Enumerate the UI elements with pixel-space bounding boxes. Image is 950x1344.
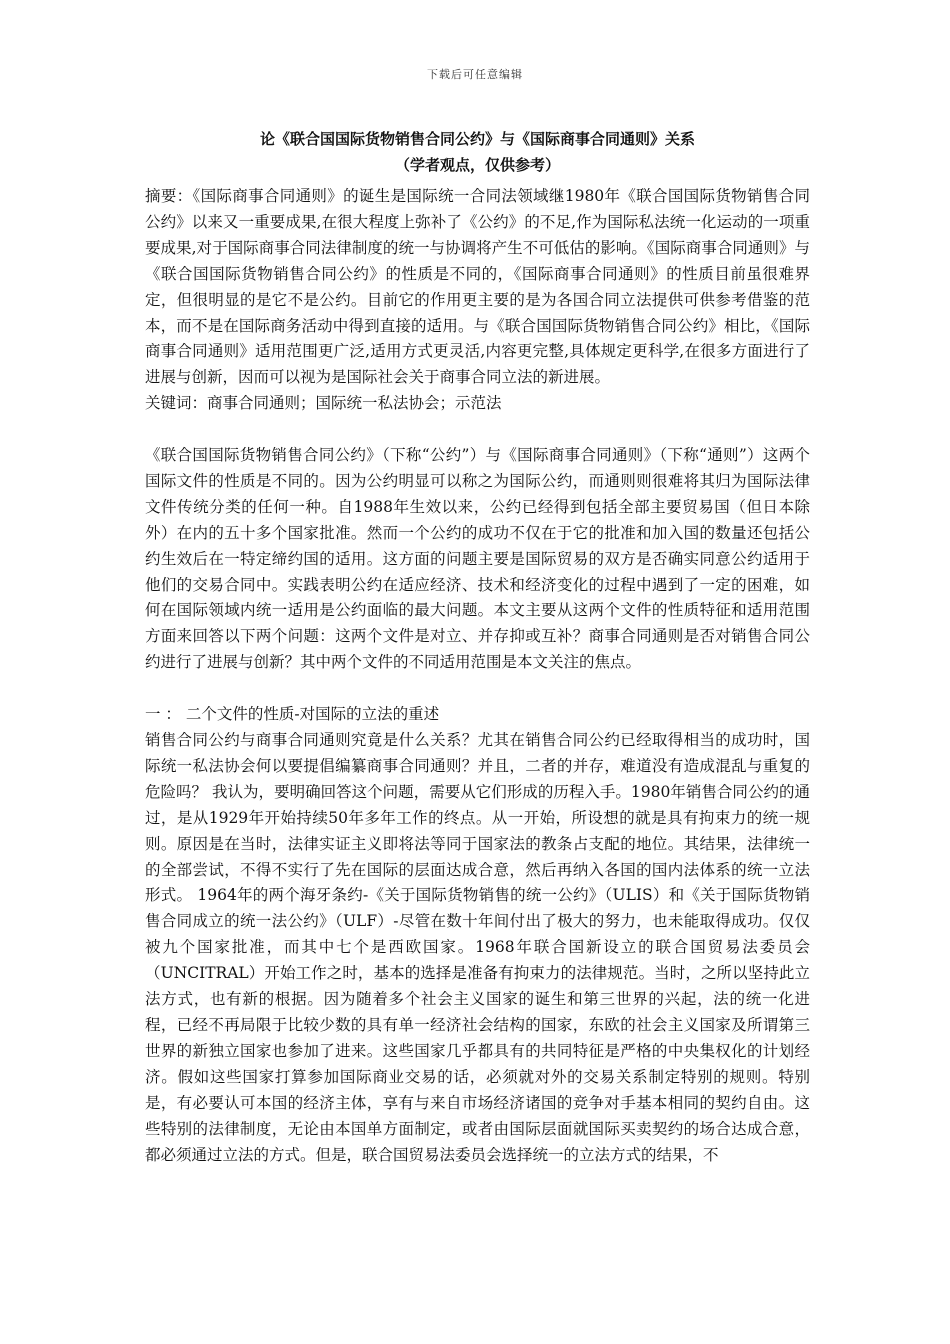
document-body: [145, 184, 810, 1168]
paragraph-gap: [145, 417, 810, 443]
intro-paragraph: 《联合国国际货物销售合同公约》（下称“公约”）与《国际商事合同通则》（下称“通则”）这两个国际文件的性质是不同的。因为公约明显可以称之为国际公约，而通则则很难将其归为国际法律文件传统分类的任何一种。自1988年生效以来，公约已经得到包括全部主要贸易国（但日本除外）在内的五十多个国家批准。然而一个公约的成功不仅在于它的批准和加入国的数量还包括公约生效后在一特定缔约国的适用。这方面的问题主要是国际贸易的双方是否确实同意公约适用于他们的交易合同中。实践表明公约在适应经济、技术和经济变化的过程中遇到了一定的困难，如何在国际领域内统一适用是公约面临的最大问题。本文主要从这两个文件的性质特征和适用范围方面来回答以下两个问题：这两个文件是对立、并存抑或互补？商事合同通则是否对销售合同公约进行了进展与创新？其中两个文件的不同适用范围是本文关注的焦点。: [145, 446, 810, 672]
document-subtitle: （学者观点，仅供参考）: [394, 156, 560, 174]
header-note: 下载后可任意编辑: [427, 68, 523, 81]
section-body-paragraph: 销售合同公约与商事合同通则究竟是什么关系？尤其在销售合同公约已经取得相当的成功时，国际统一私法协会何以要提倡编纂商事合同通则？并且，二者的并存，难道没有造成混乱与重复的危险吗？ 我认为，要明确回答这个问题，需要从它们形成的历程入手。1980年销售合同公约的通过，是从1929年开始持续50年多年工作的终点。从一开始，所设想的就是具有拘束力的统一规则。原因是在当时，法律实证主义即将法等同于国家法的教条占支配的地位。其结果，法律统一的全部尝试，不得不实行了先在国际的层面达成合意，然后再纳入各国的国内法体系的统一立法形式。 1964年的两个海牙条约-《关于国际货物销售的统一公约》（ULIS）和《关于国际货物销售合同成立的统一法公约》（ULF）-尽管在数十年间付出了极大的努力，也未能取得成功。仅仅被九个国家批准，而其中七个是西欧国家。1968年联合国新设立的联合国贸易法委员会（UNCITRAL）开始工作之时，基本的选择是准备有拘束力的法律规范。当时，之所以坚持此立法方式，也有新的根据。因为随着多个社会主义国家的诞生和第三世界的兴起，法的统一化进程，已经不再局限于比较少数的具有单一经济社会结构的国家，东欧的社会主义国家及所谓第三世界的新独立国家也参加了进来。这些国家几乎都具有的共同特征是严格的中央集权化的计划经济。假如这些国家打算参加国际商业交易的话，必须就对外的交易关系制定特别的规则。特别是，有必要认可本国的经济主体，享有与来自市场经济诸国的竞争对手基本相同的契约自由。这些特别的法律制度，无论由本国单方面制定，或者由国际层面就国际买卖契约的场合达成合意，都必须通过立法的方式。但是，联合国贸易法委员会选择统一的立法方式的结果，不: [145, 731, 810, 1164]
document-title: 论《联合国国际货物销售合同公约》与《国际商事合同通则》关系: [259, 130, 695, 148]
abstract-paragraph: 摘要：《国际商事合同通则》的诞生是国际统一合同法领域继1980年《联合国国际货物销售合同公约》以来又一重要成果,在很大程度上弥补了《公约》的不足,作为国际私法统一化运动的一项重要成果,对于国际商事合同法律制度的统一与协调将产生不可低估的影响。《国际商事合同通则》与《联合国国际货物销售合同公约》的性质是不同的，《国际商事合同通则》的性质目前虽很难界定，但很明显的是它不是公约。目前它的作用更主要的是为各国合同立法提供可供参考借鉴的范本，而不是在国际商务活动中得到直接的适用。与《联合国国际货物销售合同公约》相比，《国际商事合同通则》适用范围更广泛,适用方式更灵活,内容更完整,具体规定更科学,在很多方面进行了进展与创新，因而可以视为是国际社会关于商事合同立法的新进展。: [145, 187, 810, 387]
paragraph-gap: [145, 676, 810, 702]
keywords-line: 关键词：商事合同通则；国际统一私法协会；示范法: [145, 394, 502, 413]
section-heading: 一 ： 二个文件的性质-对国际的立法的重述: [145, 705, 440, 724]
